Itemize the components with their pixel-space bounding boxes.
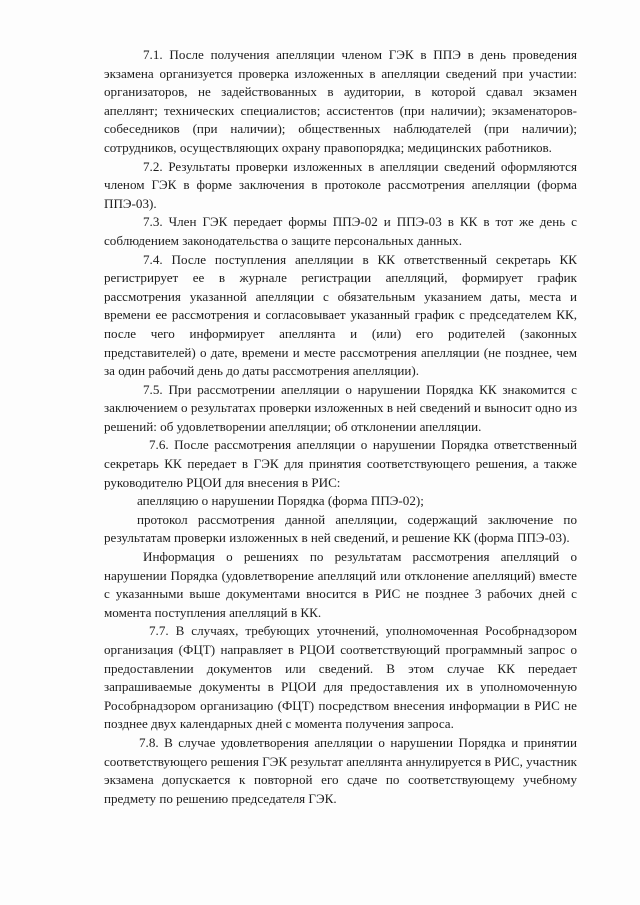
paragraph-7-5: 7.5. При рассмотрении апелляции о нарушении Порядка КК знакомится с заключением о результатах проверки изложенных в ней сведений и выносит одно из решений: об удовлетворении апелляции; об отклонении апелляции. bbox=[104, 381, 577, 434]
list-item-protocol: протокол рассмотрения данной апелляции, содержащий заключение по результатам проверки изложенных в ней сведений, и решение КК (форма ППЭ-03). bbox=[104, 511, 577, 546]
paragraph-7-8: 7.8. В случае удовлетворения апелляции о нарушении Порядка и принятии соответствующего решения ГЭК результат апеллянта аннулируется в РИС, участник экзамена допускается к повторной его сдаче по соответствующему учебному предмету по решению председателя ГЭК. bbox=[104, 734, 577, 806]
paragraph-7-4: 7.4. После поступления апелляции в КК ответственный секретарь КК регистрирует ее в журнале регистрации апелляций, формирует график рассмотрения указанной апелляции с обязательным указанием даты, места и времени ее рассмотрения и согласовывает указанный график с председателем КК, после чего информирует апеллянта и (или) его родителей (законных представителей) о дате, времени и месте рассмотрения апелляции (не позднее, чем за один рабочий день до даты рассмотрения апелляции). bbox=[104, 251, 577, 379]
paragraph-7-3: 7.3. Член ГЭК передает формы ППЭ-02 и ППЭ-03 в КК в тот же день с соблюдением законодательства о защите персональных данных. bbox=[104, 214, 577, 248]
paragraph-decision-info: Информация о решениях по результатам рассмотрения апелляций о нарушении Порядка (удовлетворение апелляций или отклонение апелляций) вместе с указанными выше документами вносится в РИС не позднее 3 рабочих дней с момента поступления апелляций в КК. bbox=[104, 549, 577, 620]
paragraph-7-1: 7.1. После получения апелляции членом ГЭК в ППЭ в день проведения экзамена организуется проверка изложенных в апелляции сведений при участии: организаторов, не задействованных в аудитории, в которой сдавал экзамен апеллянт; технических специалистов; ассистентов (при наличии); экзаменаторов-собеседников (при наличии); общественных наблюдателей (при наличии); сотрудников, осуществляющих охрану правопорядка; медицинских работников. bbox=[104, 47, 577, 155]
list-item-appeal-form: апелляцию о нарушении Порядка (форма ППЭ-02); bbox=[137, 493, 424, 509]
paragraph-7-2: 7.2. Результаты проверки изложенных в апелляции сведений оформляются членом ГЭК в форме заключения в протоколе рассмотрения апелляции (форма ППЭ-03). bbox=[104, 158, 577, 211]
document-body bbox=[104, 46, 577, 808]
paragraph-7-7: 7.7. В случаях, требующих уточнений, уполномоченная Рособрнадзором организация (ФЦТ) направляет в РЦОИ соответствующий программный запрос о предоставлении документов или сведений. В этом случае КК передает запрашиваемые документы в РЦОИ для предоставления их в уполномоченную Рособрнадзором организацию (ФЦТ) посредством внесения информации в РИС не позднее двух календарных дней с момента получения запроса. bbox=[104, 623, 577, 732]
paragraph-7-6: 7.6. После рассмотрения апелляции о нарушении Порядка ответственный секретарь КК передает в ГЭК для принятия соответствующего решения, а также руководителю РЦОИ для внесения в РИС: bbox=[104, 437, 577, 490]
